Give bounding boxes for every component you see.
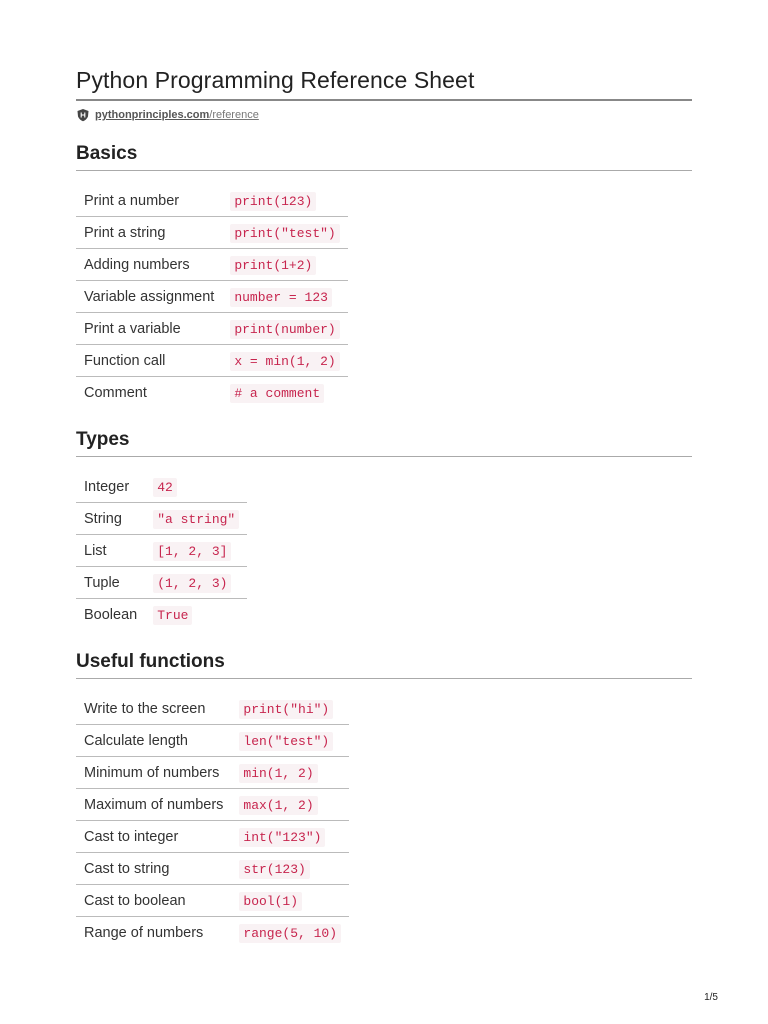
section-title: Basics (76, 142, 692, 171)
row-label: Adding numbers (76, 249, 222, 281)
table-row (76, 693, 349, 725)
table-row (76, 853, 349, 885)
code-snippet: print(number) (230, 320, 339, 339)
row-label: Integer (84, 478, 130, 495)
code-snippet: print(123) (230, 192, 316, 211)
code-snippet: 42 (153, 478, 177, 497)
basics-table (76, 185, 348, 408)
pythonprinciples-shield-icon (76, 108, 90, 122)
row-label: Variable assignment (76, 281, 222, 313)
row-label: Cast to integer (76, 821, 231, 853)
table-row (76, 185, 348, 217)
table-row (76, 377, 348, 409)
row-label: Maximum of numbers (76, 789, 231, 821)
row-label: Write to the screen (84, 700, 206, 717)
table-row (76, 885, 349, 917)
code-snippet: [1, 2, 3] (153, 542, 231, 561)
table-row (76, 345, 348, 377)
table-row (76, 503, 247, 535)
table-row (76, 821, 349, 853)
row-label: Print a variable (76, 313, 222, 345)
source-domain[interactable]: pythonprinciples.com (95, 109, 210, 121)
page-number: 1/5 (704, 992, 718, 1003)
table-row (76, 725, 349, 757)
row-label: Boolean (76, 599, 145, 631)
row-label: List (76, 535, 145, 567)
section-title: Useful functions (76, 650, 692, 679)
row-label: Range of numbers (76, 917, 231, 949)
code-snippet: "a string" (153, 510, 239, 529)
section-types (76, 428, 692, 630)
code-snippet: max(1, 2) (239, 796, 317, 815)
table-row (76, 789, 349, 821)
table-row (76, 471, 247, 503)
code-snippet: str(123) (239, 860, 309, 879)
row-label: Calculate length (76, 725, 231, 757)
code-snippet: print("test") (230, 224, 339, 243)
code-snippet: len("test") (239, 732, 333, 751)
table-row (76, 313, 348, 345)
section-title: Types (76, 428, 692, 457)
code-snippet: min(1, 2) (239, 764, 317, 783)
table-row (76, 599, 247, 631)
source-link[interactable] (76, 106, 692, 124)
code-snippet: print("hi") (239, 700, 333, 719)
table-row (76, 281, 348, 313)
row-label: Function call (76, 345, 222, 377)
table-row (76, 249, 348, 281)
document-page (76, 0, 692, 941)
types-table (76, 471, 247, 630)
table-row (76, 217, 348, 249)
code-snippet: range(5, 10) (239, 924, 341, 943)
code-snippet: print(1+2) (230, 256, 316, 275)
section-useful-functions (76, 650, 692, 948)
page-title: Python Programming Reference Sheet (76, 0, 692, 101)
row-label: Print a string (76, 217, 222, 249)
row-label: Print a number (84, 192, 180, 209)
code-snippet: True (153, 606, 192, 625)
table-row (76, 757, 349, 789)
code-snippet: int("123") (239, 828, 325, 847)
table-row (76, 535, 247, 567)
row-label: Cast to string (76, 853, 231, 885)
source-path[interactable]: /reference (209, 109, 259, 121)
code-snippet: number = 123 (230, 288, 332, 307)
row-label: Cast to boolean (76, 885, 231, 917)
code-snippet: (1, 2, 3) (153, 574, 231, 593)
code-snippet: # a comment (230, 384, 324, 403)
section-basics (76, 142, 692, 408)
useful-functions-table (76, 693, 349, 948)
table-row (76, 567, 247, 599)
row-label: Comment (76, 377, 222, 409)
code-snippet: bool(1) (239, 892, 302, 911)
code-snippet: x = min(1, 2) (230, 352, 339, 371)
row-label: String (76, 503, 145, 535)
row-label: Minimum of numbers (76, 757, 231, 789)
row-label: Tuple (76, 567, 145, 599)
table-row (76, 917, 349, 949)
